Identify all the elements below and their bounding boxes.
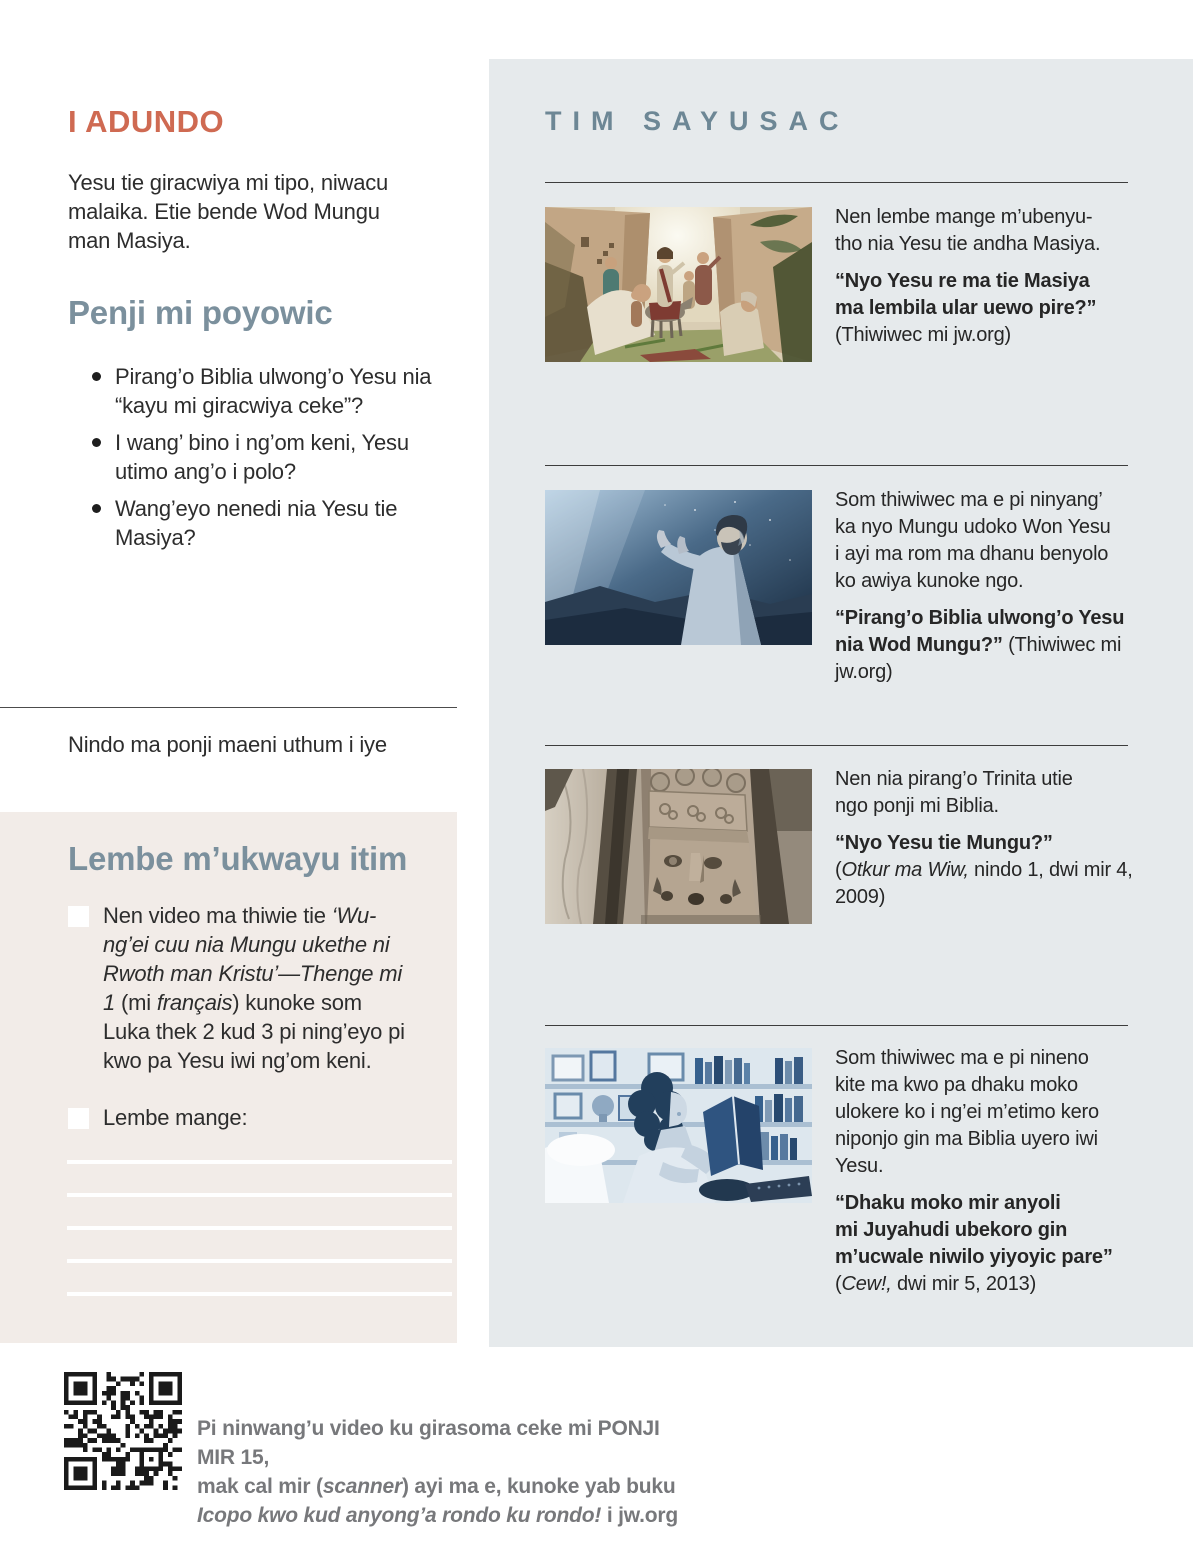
item-quote: “Dhaku moko mir anyoli mi Juyahudi ubekoro gin m’ucwale niwilo yiyoyic pare” (Cew!, dwi mir 5, 2013): [835, 1192, 1113, 1295]
writing-line: [67, 1226, 452, 1230]
bullet-icon: [92, 372, 101, 381]
question-text: Wang’eyo nenedi nia Yesu tie Masiya?: [115, 496, 398, 550]
homework-panel-background: [0, 812, 457, 1343]
question-item: [68, 428, 449, 486]
item-divider-rule: [545, 745, 1128, 746]
woman-reading-bible-photo: [545, 1048, 812, 1203]
item-quote: “Pirang’o Biblia ulwong’o Yesu nia Wod Mungu?” (Thiwiwec mi jw.org): [835, 607, 1125, 683]
item-intro: Som thiwiwec ma e pi nineno kite ma kwo pa dhaku moko ulokere ko i ng’ei m’etimo kero niponjo gin ma Biblia uyero iwi Yesu.: [835, 1047, 1099, 1177]
task1-checkbox[interactable]: [68, 906, 89, 927]
questions-section-title: Penji mi poyowic: [68, 294, 333, 331]
item-divider-rule: [545, 182, 1128, 183]
task2-label: Lembe mange:: [103, 1105, 248, 1130]
study-item-text: [835, 766, 1165, 911]
study-item-text: [835, 1045, 1165, 1298]
writing-line: [67, 1160, 452, 1164]
footer-line: Icopo kwo kud anyong’a rondo ku rondo! i jw.org: [197, 1504, 678, 1527]
section-divider: [0, 707, 457, 708]
jesus-praying-illustration: [545, 490, 812, 645]
item-quote: “Nyo Yesu tie Mungu?” (Otkur ma Wiw, nindo 1, dwi mir 4, 2009): [835, 832, 1133, 908]
task2-checkbox[interactable]: [68, 1108, 89, 1129]
trinity-stone-carving-photo: [545, 769, 812, 924]
footer-line: Pi ninwang’u video ku girasoma ceke mi PONJI MIR 15,: [197, 1417, 660, 1469]
intro-paragraph: Yesu tie giracwiya mi tipo, niwacu malaika. Etie bende Wod Mungu man Masiya.: [68, 170, 389, 253]
question-text: I wang’ bino i ng’om keni, Yesu utimo ang’o i polo?: [115, 430, 409, 484]
item-divider-rule: [545, 1025, 1128, 1026]
study-item-text: [835, 487, 1165, 686]
questions-list: [68, 362, 449, 560]
task1-text: Nen video ma thiwie tie ‘Wu- ng’ei cuu nia Mungu ukethe ni Rwoth man Kristu’—Thenge mi 1 (mi français) kunoke som Luka thek 2 kud 3 pi ning’eyo pi kwo pa Yesu iwi ng’om keni.: [103, 903, 405, 1073]
study-item-text: [835, 204, 1165, 349]
triumphal-entry-illustration: [545, 207, 812, 362]
writing-line: [67, 1259, 452, 1263]
question-text: Pirang’o Biblia ulwong’o Yesu nia “kayu mi giracwiya ceke”?: [115, 364, 432, 418]
bullet-icon: [92, 438, 101, 447]
question-item: [68, 494, 449, 552]
item-divider-rule: [545, 465, 1128, 466]
item-quote: “Nyo Yesu re ma tie Masiya ma lembila ular uewo pire?” (Thiwiwec mi jw.org): [835, 270, 1097, 346]
item-intro: Som thiwiwec ma e pi ninyang’ ka nyo Mungu udoko Won Yesu i ayi ma rom ma dhanu benyolo ko awiya kunoke ngo.: [835, 489, 1111, 592]
song-note-text: Nindo ma ponji maeni uthum i iye: [68, 732, 387, 757]
item-intro: Nen nia pirang’o Trinita utie ngo ponji mi Biblia.: [835, 768, 1073, 817]
qr-code: [64, 1372, 182, 1490]
writing-line: [67, 1193, 452, 1197]
homework-section-title: Lembe m’ukwayu itim: [68, 840, 408, 877]
study-panel-title: TIM SAYUSAC: [545, 106, 850, 136]
intro-section-title: I ADUNDO: [68, 104, 225, 139]
footer-instructions: [197, 1414, 697, 1530]
bullet-icon: [92, 504, 101, 513]
writing-line: [67, 1292, 452, 1296]
item-intro: Nen lembe mange m’ubenyu- tho nia Yesu tie andha Masiya.: [835, 206, 1101, 255]
question-item: [68, 362, 449, 420]
footer-line: mak cal mir (scanner) ayi ma e, kunoke yab buku: [197, 1475, 676, 1498]
